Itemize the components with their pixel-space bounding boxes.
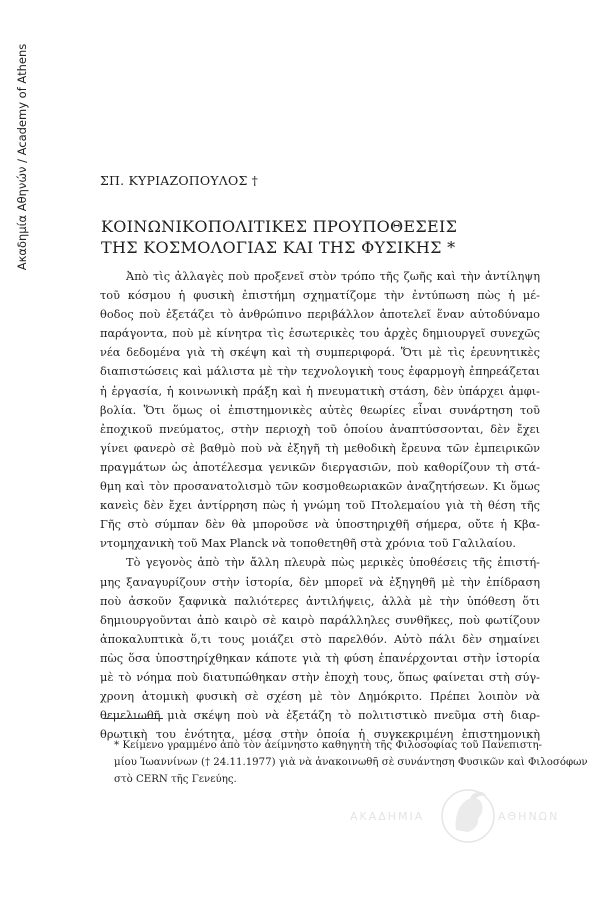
text-line: ἀποκαλυπτικὰ ὅ,τι τους μοιάζει στὸ παρελθόν. Αὐτὸ πάλι δὲν σημαίνει	[100, 631, 540, 646]
text-line: παράγοντα, ποὺ μὲ κίνητρα τὶς ἐσωτερικὲς του ἀρχὲς δημιουργεῖ συνεχῶς	[100, 326, 540, 341]
text-line: βολία. Ὅτι ὅμως οἱ ἐπιστημονικὲς αὐτὲς θεωρίες εἶναι συνάρτηση τοῦ	[100, 402, 540, 417]
body-text	[100, 267, 540, 744]
text-line: ἡ ἐργασία, ἡ κοινωνικὴ πράξη καὶ ἡ πνευματικὴ στάση, δὲν ὑπάρχει ἀμφι-	[100, 383, 540, 398]
text-line: Τὸ γεγονὸς ἀπὸ τὴν ἄλλη πλευρὰ πὼς μερικὲς ὑποθέσεις τῆς ἐπιστή-	[126, 555, 540, 570]
title-line-1: ΚΟΙΝΩΝΙΚΟΠΟΛΙΤΙΚΕΣ ΠΡΟΥΠΟΘΕΣΕΙΣ	[101, 217, 458, 236]
athena-head-icon	[440, 786, 496, 846]
paragraph-1	[100, 267, 540, 553]
text-line: γίνει φανερὸ σὲ βαθμὸ ποὺ νὰ ἐξηγῆ τὴ μεθοδικὴ ἔρευνα τῶν ἐμπειρικῶν	[100, 440, 540, 455]
footnote-line: μίου Ἰωαννίνων († 24.11.1977) γιὰ νὰ ἀνακοινωθῆ σὲ συνάντηση Φυσικῶν καὶ Φιλοσόφων	[114, 757, 588, 768]
footnote	[114, 737, 588, 788]
text-line: κανεὶς δὲν ἔχει ἀντίρρηση πὼς ἡ γνώμη τοῦ Πτολεμαίου γιὰ τὴ θέση τῆς	[100, 498, 540, 513]
footnote-line: * Κείμενο γραμμένο ἀπὸ τὸν ἀείμνηστο καθηγητὴ τῆς Φιλοσοφίας τοῦ Πανεπιστη-	[114, 740, 542, 751]
text-line: ντομηχανικὴ τοῦ Max Planck νὰ τοποθετηθῆ στὰ χρόνια τοῦ Γαλιλαίου.	[100, 536, 516, 551]
text-line: ποὺ ἀσκοῦν ξαφνικὰ παλιότερες ἀντιλήψεις, ἀλλὰ μὲ τὴν ὑπόθεση ὅτι	[100, 593, 540, 608]
text-line: πὼς ὅσα ὑποστηρίχθηκαν κάποτε γιὰ τὴ φύση ἐπανέρχονται στὴν ἱστορία	[100, 650, 540, 665]
text-line: χρονη ἀτομικὴ φυσικὴ σὲ σχέση μὲ τὸν Δημόκριτο. Πρέπει λοιπὸν νὰ	[100, 689, 540, 704]
title-line-2: ΤΗΣ ΚΟΣΜΟΛΟΓΙΑΣ ΚΑΙ ΤΗΣ ΦΥΣΙΚΗΣ *	[101, 238, 456, 257]
watermark-text-right: ΑΘΗΝΩΝ	[498, 810, 560, 823]
paragraph-2	[100, 553, 540, 744]
text-line: μης ξαναγυρίζουν στὴν ἱστορία, δὲν μπορεῖ νὰ ἐξηγηθῆ μὲ τὴν ἐπίδραση	[100, 574, 540, 589]
footnote-line: στὸ CERN τῆς Γενεύης.	[114, 774, 237, 785]
watermark-text-left: ΑΚΑΔΗΜΙΑ	[350, 810, 425, 823]
text-line: Γῆς στὸ σύμπαν δὲν θὰ μποροῦσε νὰ ὑποστηριχθῆ σήμερα, οὔτε ἡ Κβα-	[100, 517, 540, 532]
author-name: ΣΠ. ΚΥΡΙΑΖΟΠΟΥΛΟΣ †	[100, 173, 259, 188]
text-line: θεμελιωθῆ μιὰ σκέψη ποὺ νὰ ἐξετάζη τὸ πολιτιστικὸ πνεῦμα στὴ διαρ-	[100, 708, 540, 723]
text-line: τοῦ κόσμου ἡ φυσικὴ ἐπιστήμη σχηματίζομε τὴν ἐντύπωση πὼς ἡ μέ-	[100, 288, 540, 303]
text-line: θοδος ποὺ ἐξετάζει τὸ ἀνθρώπινο περιβάλλον ἀποτελεῖ ἕναν αὐτοδύναμο	[100, 307, 540, 322]
academy-watermark	[348, 786, 578, 846]
text-line: θμη καὶ τὸν προσανατολισμὸ τῶν κοσμοθεωριακῶν ἀναζητήσεων. Κι ὅμως	[100, 479, 540, 494]
footnote-divider	[103, 718, 163, 719]
side-label-academy: Ακαδημία Αθηνών / Academy of Athens	[15, 43, 29, 271]
text-line: διαπιστώσεις καὶ μάλιστα μὲ τὴν τεχνολογικὴ τους ἐφαρμογὴ ἐπηρεάζεται	[100, 364, 540, 379]
text-line: πραγμάτων ὡς ἀποτέλεσμα γενικῶν διεργασιῶν, ποὺ καθορίζουν τὴ στά-	[100, 459, 540, 474]
text-line: ἐποχικοῦ πνεύματος, στὴν περιοχὴ τοῦ ὁποίου ἀναπτύσσονται, δὲν ἔχει	[100, 421, 540, 436]
text-line: θρωτικὴ του ἑνότητα, μέσα στὴν ὁποία ἡ συγκεκριμένη ἐπιστημονικὴ	[100, 727, 540, 742]
text-line: μὲ τὸ νόημα ποὺ διατυπώθηκαν στὴν ἐποχὴ τους, ὅπως φαίνεται στὴ σύγ-	[100, 669, 540, 684]
text-line: δημιουργοῦνται ἀπὸ καιρὸ σὲ καιρὸ παράλληλες συνθῆκες, ποὺ φωτίζουν	[100, 612, 540, 627]
text-line: Ἀπὸ τὶς ἀλλαγὲς ποὺ προξενεῖ στὸν τρόπο τῆς ζωῆς καὶ τὴν ἀντίληψη	[126, 269, 540, 283]
text-line: νέα δεδομένα γιὰ τὴ σκέψη καὶ τὴ συμπεριφορά. Ὅτι μὲ τὶς ἐρευνητικὲς	[100, 345, 540, 360]
article-title	[101, 216, 521, 258]
